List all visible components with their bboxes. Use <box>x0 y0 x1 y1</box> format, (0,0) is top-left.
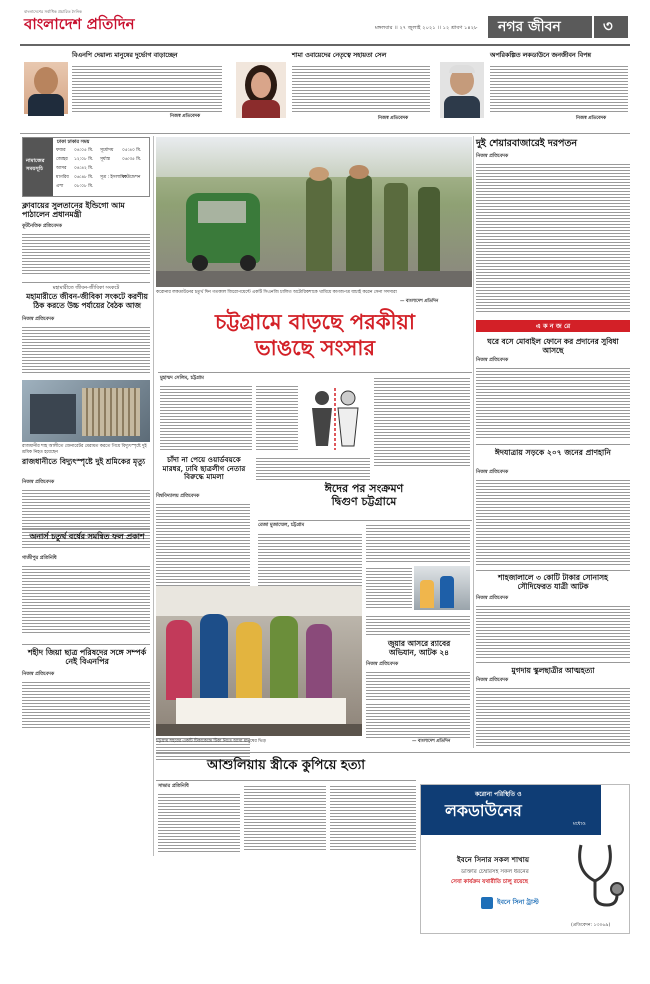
stethoscope-icon <box>571 841 627 911</box>
story-dhaka-univ-case[interactable]: চাঁদা না পেয়ে ওয়ার্ডবয়কে মারধর, ঢাবি ছাত্রলীগ নেতার বিরুদ্ধে মামলা বিশ্ববিদ্যালয় প্রতিবেদক <box>156 456 252 536</box>
prayer-cell: আসর <box>56 166 67 171</box>
story-mango-gift[interactable]: ক্লাবায়ের সুলতানের ইন্ডিগো আম পাঠালেন প্রধানমন্ত্রী কূটনৈতিক প্রতিবেদক <box>20 202 152 282</box>
headline: জুয়ার আসরে র‍্যাবের অভিযান, আটক ২৪ <box>387 639 451 657</box>
prayer-cell: ০৬:৪৮ মি. <box>74 175 94 180</box>
eknojore-banner: এ ক ন জ রে <box>476 320 630 332</box>
brand-tagline: বাংলাদেশের সর্বাধিক প্রচারিত দৈনিক <box>24 9 82 14</box>
headline-eid-road-deaths[interactable]: ঈদযাত্রায় সড়কে ২০৭ জনের প্রাণহানি <box>495 448 611 457</box>
story-electrocution[interactable]: রাজধানীতে বিদ্যুৎস্পৃষ্টে দুই শ্রমিকের মৃত্যু নিজস্ব প্রতিবেদক <box>20 458 152 522</box>
prayer-cell: জোহর <box>56 157 68 162</box>
masthead <box>0 0 650 48</box>
prayer-cell <box>122 166 149 175</box>
prayer-cell: ০৪:০৫ মি. <box>74 148 94 153</box>
prayer-cell: সূর্যাস্ত <box>100 157 110 162</box>
prayer-times-table <box>56 148 149 193</box>
prayer-cell <box>122 184 149 193</box>
ibn-sina-advertisement[interactable]: করোনা পরিস্থিতি ও লকডাউনের মধ্যেও ইবনে সিনার সকল শাখায় ডাক্তার চেম্বারসহ সকল ধরনের সেবা কার্যক্রম যথারীতি চালু রয়েছে ইবনে সিনা ট্রাস্ট (প্রতিবেদন: ১৩০৬৯) <box>420 784 630 934</box>
prayer-cell: এশা <box>56 184 64 189</box>
dateline: মঙ্গলবার ।। ২৭ জুলাই ২০২১ ।। ১২ শ্রাবণ ১৪২৮ <box>375 25 478 31</box>
vaccine-centre-small-photo <box>414 566 470 610</box>
workers-photo <box>22 380 150 442</box>
prayer-cell: ০৬:৩৫ মি. <box>122 157 142 162</box>
story-gambling-raid[interactable]: জুয়ার আসরে র‍্যাবের অভিযান, আটক ২৪ নিজস্ব প্রতিবেদক <box>366 640 472 700</box>
headline-share-market[interactable]: দুই শেয়ারবাজারেই দরপতন <box>476 138 577 149</box>
headline-mobile-tax[interactable]: ঘরে বসে মোবাইল ফোনে কর প্রদানের সুবিধা আসছে <box>487 337 619 355</box>
top-story-3[interactable]: অপরিকল্পিত লকডাউনে জনজীবন বিপন্ন নিজস্ব প্রতিবেদক <box>438 50 630 130</box>
prayer-cell: ফাউন্ডেশন <box>122 175 141 180</box>
story-honours-result[interactable]: অনার্স চতুর্থ বর্ষের সমন্বিত ফল প্রকাশ গাজীপুর প্রতিনিধি <box>20 532 152 642</box>
portrait-photo <box>236 62 286 118</box>
page-number: ৩ <box>603 17 613 35</box>
prayer-cell: সূর্যোদয় <box>100 148 114 153</box>
prayer-cell: ০৮:০৮ মি. <box>74 184 94 189</box>
prayer-row <box>56 157 149 166</box>
story-high-level-meeting[interactable]: মহামারীতে জীবন-জীবিকা সংকটে মহামারীতে জীবন-জীবিকা সংকটে করণীয় ঠিক করতে উচ্চ পর্যায়ের বৈঠক আজ নিজস্ব প্রতিবেদক <box>20 285 152 375</box>
headline: বিএনপি দেয়াল্য মানুষের দুর্ভোগ বাড়াচ্ছেন <box>72 52 178 59</box>
vaccine-queue-photo <box>156 586 362 736</box>
couple-illustration <box>300 384 370 454</box>
headline: অনার্স চতুর্থ বর্ষের সমন্বিত ফল প্রকাশ <box>29 532 145 541</box>
headline-ashulia-murder[interactable]: আশুলিয়ায় স্ত্রীকে কুপিয়ে হত্যা <box>206 758 366 773</box>
prayer-row <box>56 166 149 175</box>
section-title: নগর জীবন <box>498 19 561 35</box>
top-story-2[interactable]: শামা ওবায়েদের নেতৃত্বে সহায়তা সেল নিজস্ব প্রতিবেদক <box>232 50 432 130</box>
headline: রাজধানীতে বিদ্যুৎস্পৃষ্টে দুই শ্রমিকের মৃত্যু <box>22 457 146 466</box>
prayer-cell <box>100 184 122 193</box>
headline: চাঁদা না পেয়ে ওয়ার্ডবয়কে মারধর, ঢাবি ছাত্রলীগ নেতার বিরুদ্ধে মামলা <box>162 455 246 482</box>
prayer-cell: ফজর <box>56 148 66 153</box>
prayer-cell: ০৫:৪০ মি. <box>122 148 142 153</box>
prayer-cell: ০৪:৪২ মি. <box>74 166 94 171</box>
prayer-cell <box>100 166 122 175</box>
headline: ঈদের পর সংক্রমণ দ্বিগুণ চট্টগ্রামে <box>324 482 404 509</box>
lead-photo-caption: করোনার লকডাউনের চতুর্থ দিন গতকাল জিরোপয়েন্টে একটি সিএনজি চালিত অটোরিকশাকে থামিয়ে কাগজপত্র যাচাই করেন সেনা সদস্যরা <box>156 290 397 295</box>
top-story-1[interactable]: বিএনপি দেয়াল্য মানুষের দুর্ভোগ বাড়াচ্ছেন নিজস্ব প্রতিবেদক <box>20 50 224 130</box>
headline-gold-seizure[interactable]: শাহজালালে ৩ কোটি টাকার সোনাসহ সৌদিফেরত যাত্রী আটক <box>498 573 608 591</box>
lead-photo <box>156 137 472 287</box>
brand-logo[interactable]: বাংলাদেশ প্রতিদিন <box>24 15 135 33</box>
headline: ক্লাবায়ের সুলতানের ইন্ডিগো আম পাঠালেন প্রধানমন্ত্রী <box>22 201 125 219</box>
headline: শহীদ জিয়া ছাত্র পরিষদের সঙ্গে সম্পর্ক নেই বিএনপির <box>27 648 147 667</box>
headline: শামা ওবায়েদের নেতৃত্বে সহায়তা সেল <box>292 52 387 59</box>
headline: অপরিকল্পিত লকডাউনে জনজীবন বিপন্ন <box>490 52 592 59</box>
section-banner <box>488 16 628 38</box>
prayer-times-box: নামাজের সময়সূচি ঢাকা ঢাকার সময় ফজর ০৪:০৫ মি. সূর্যোদয় ০৫:৪০ মি. জোহর ১২:০৮ মি. সূর্যাস্ত ০৬:৩৫ মি. আসর ০৪:৪২ মি. মাগরিব ০৬:৪৮ মি. সূত্র : ইসলামিক ফাউন্ডেশন এশা ০৮:০৮ মি. <box>22 137 150 197</box>
ibn-sina-logo <box>481 897 493 909</box>
headline: মহামারীতে জীবন-জীবিকা সংকটে করণীয় ঠিক করতে উচ্চ পর্যায়ের বৈঠক আজ <box>26 292 148 310</box>
story-jia-students[interactable]: শহীদ জিয়া ছাত্র পরিষদের সঙ্গে সম্পর্ক নেই বিএনপির নিজস্ব প্রতিবেদক <box>20 648 152 738</box>
prayer-row <box>56 148 149 157</box>
prayer-row <box>56 184 149 193</box>
headline-mugda-suicide[interactable]: মুগদায় স্কুলছাত্রীর আত্মহত্যা <box>511 666 595 675</box>
prayer-row <box>56 175 149 184</box>
newspaper-page: বাংলাদেশের সর্বাধিক প্রচারিত দৈনিক বাংলাদেশ প্রতিদিন মঙ্গলবার ।। ২৭ জুলাই ২০২১ ।। ১২ শ্রাবণ ১৪২৮ নগর জীবন ৩ বিএনপি দেয়াল্য মানুষের দুর্ভোগ বাড়াচ্ছেন নিজস্ব প্রতিবেদক শামা ওবায়েদের নেতৃত্বে সহায়তা সেল নিজস্ব প্রতিবেদক অপরিকল্পিত লকডাউনে জনজীবন বিপন্ন নিজস্ব প্রতিবেদক নামাজের সময়সূচি ঢাকা ঢাকার সময় ফজর ০৪:০৫ মি. সূর্যোদয় ০৫:৪০ মি. জোহর ১২:০৮ মি. সূর্যাস্ত ০৬:৩৫ মি. আসর ০৪:৪২ মি. মাগরিব ০৬:৪৮ মি. সূত্র : ইসলামিক ফাউন্ডেশন এশা ০৮:০৮ মি. ক্লাবায়ের সুলতানের ইন্ডিগো আম পাঠালেন প্রধানমন্ত্রী কূটনৈতিক প্রতিবেদক মহামারীতে জীবন-জীবিকা সংকটে মহামারীতে জীবন-জীবিকা সংকটে করণীয় ঠিক করতে উচ্চ পর্যায়ের বৈঠক আজ নিজস্ব প্রতিবেদক রাজধানীর শাহ আলীতে জেনারেটর মেরামত করতে গিয়ে বিদ্যুৎস্পৃষ্টে দুই শ্রমিক নিহত হয়েছেন রাজধানীতে বিদ্যুৎস্পৃষ্টে দুই শ্রমিকের মৃত্যু নিজস্ব প্রতিবেদক অনার্স চতুর্থ বর্ষের সমন্বিত ফল প্রকাশ গাজীপুর প্রতিনিধি শহীদ জিয়া ছাত্র পরিষদের সঙ্গে সম্পর্ক নেই বিএনপির নিজস্ব প্রতিবেদক করোনার লকডাউনের চতুর্থ দিন গতকাল জিরোপয়েন্টে একটি সিএনজি চালিত অটোরিকশাকে থামিয়ে কাগজপত্র যাচাই করেন সেনা সদস্যরা — বাংলাদেশ প্রতিদিন চট্টগ্রামে বাড়ছে পরকীয়া ভাঙছে সংসার মুহাম্মদ সেলিম, চট্টগ্রাম চাঁদা না পেয়ে ওয়ার্ডবয়কে মারধর, ঢাবি ছাত্রলীগ নেতার বিরুদ্ধে মামলা বিশ্ববিদ্যালয় প্রতিবেদক ঈদের পর সংক্রমণ দ্বিগুণ চট্টগ্রামে রেজা মুজাম্মেল, চট্টগ্রাম জুয়ার আসরে র‍্যাবের অভিযান, আটক ২৪ নিজস্ব প্রতিবেদক চট্টগ্রাম শহরের একটি টিকাকেন্দ্রে টিকা নিতে আসা মানুষের ভিড় — বাংলাদেশ প্রতিদিন আশুলিয়ায় স্ত্রীকে কুপিয়ে হত্যা সাভার প্রতিনিধি দুই শেয়ারবাজারেই দরপতন নিজস্ব প্রতিবেদক এ ক ন জ রে ঘরে বসে মোবাইল ফোনে কর প্রদানের সুবিধা আসছে নিজস্ব প্রতিবেদক ঈদযাত্রায় সড়কে ২০৭ জনের প্রাণহানি নিজস্ব প্রতিবেদক শাহজালালে ৩ কোটি টাকার সোনাসহ সৌদিফেরত যাত্রী আটক নিজস্ব প্রতিবেদক মুগদায় স্কুলছাত্রীর আত্মহত্যা নিজস্ব প্রতিবেদক করোনা পরিস্থিতি ও লকডাউনের মধ্যেও ইবনে সিনার সকল শাখায় ডাক্তার চেম্বারসহ সকল ধরনের সেবা কার্যক্রম যথারীতি চালু রয়েছে ইবনে সিনা ট্রাস্ট (প্রতিবেদন: ১৩০৬৯) <box>0 0 650 984</box>
portrait-photo <box>24 62 68 114</box>
portrait-photo <box>440 62 484 118</box>
prayer-cell: মাগরিব <box>56 175 69 180</box>
story-eid-infection[interactable] <box>258 478 470 518</box>
prayer-cell: সূত্র : ইসলামিক <box>100 175 127 180</box>
prayer-cell: ১২:০৮ মি. <box>74 157 94 162</box>
lead-headline[interactable]: চট্টগ্রামে বাড়ছে পরকীয়া ভাঙছে সংসার <box>214 309 416 361</box>
